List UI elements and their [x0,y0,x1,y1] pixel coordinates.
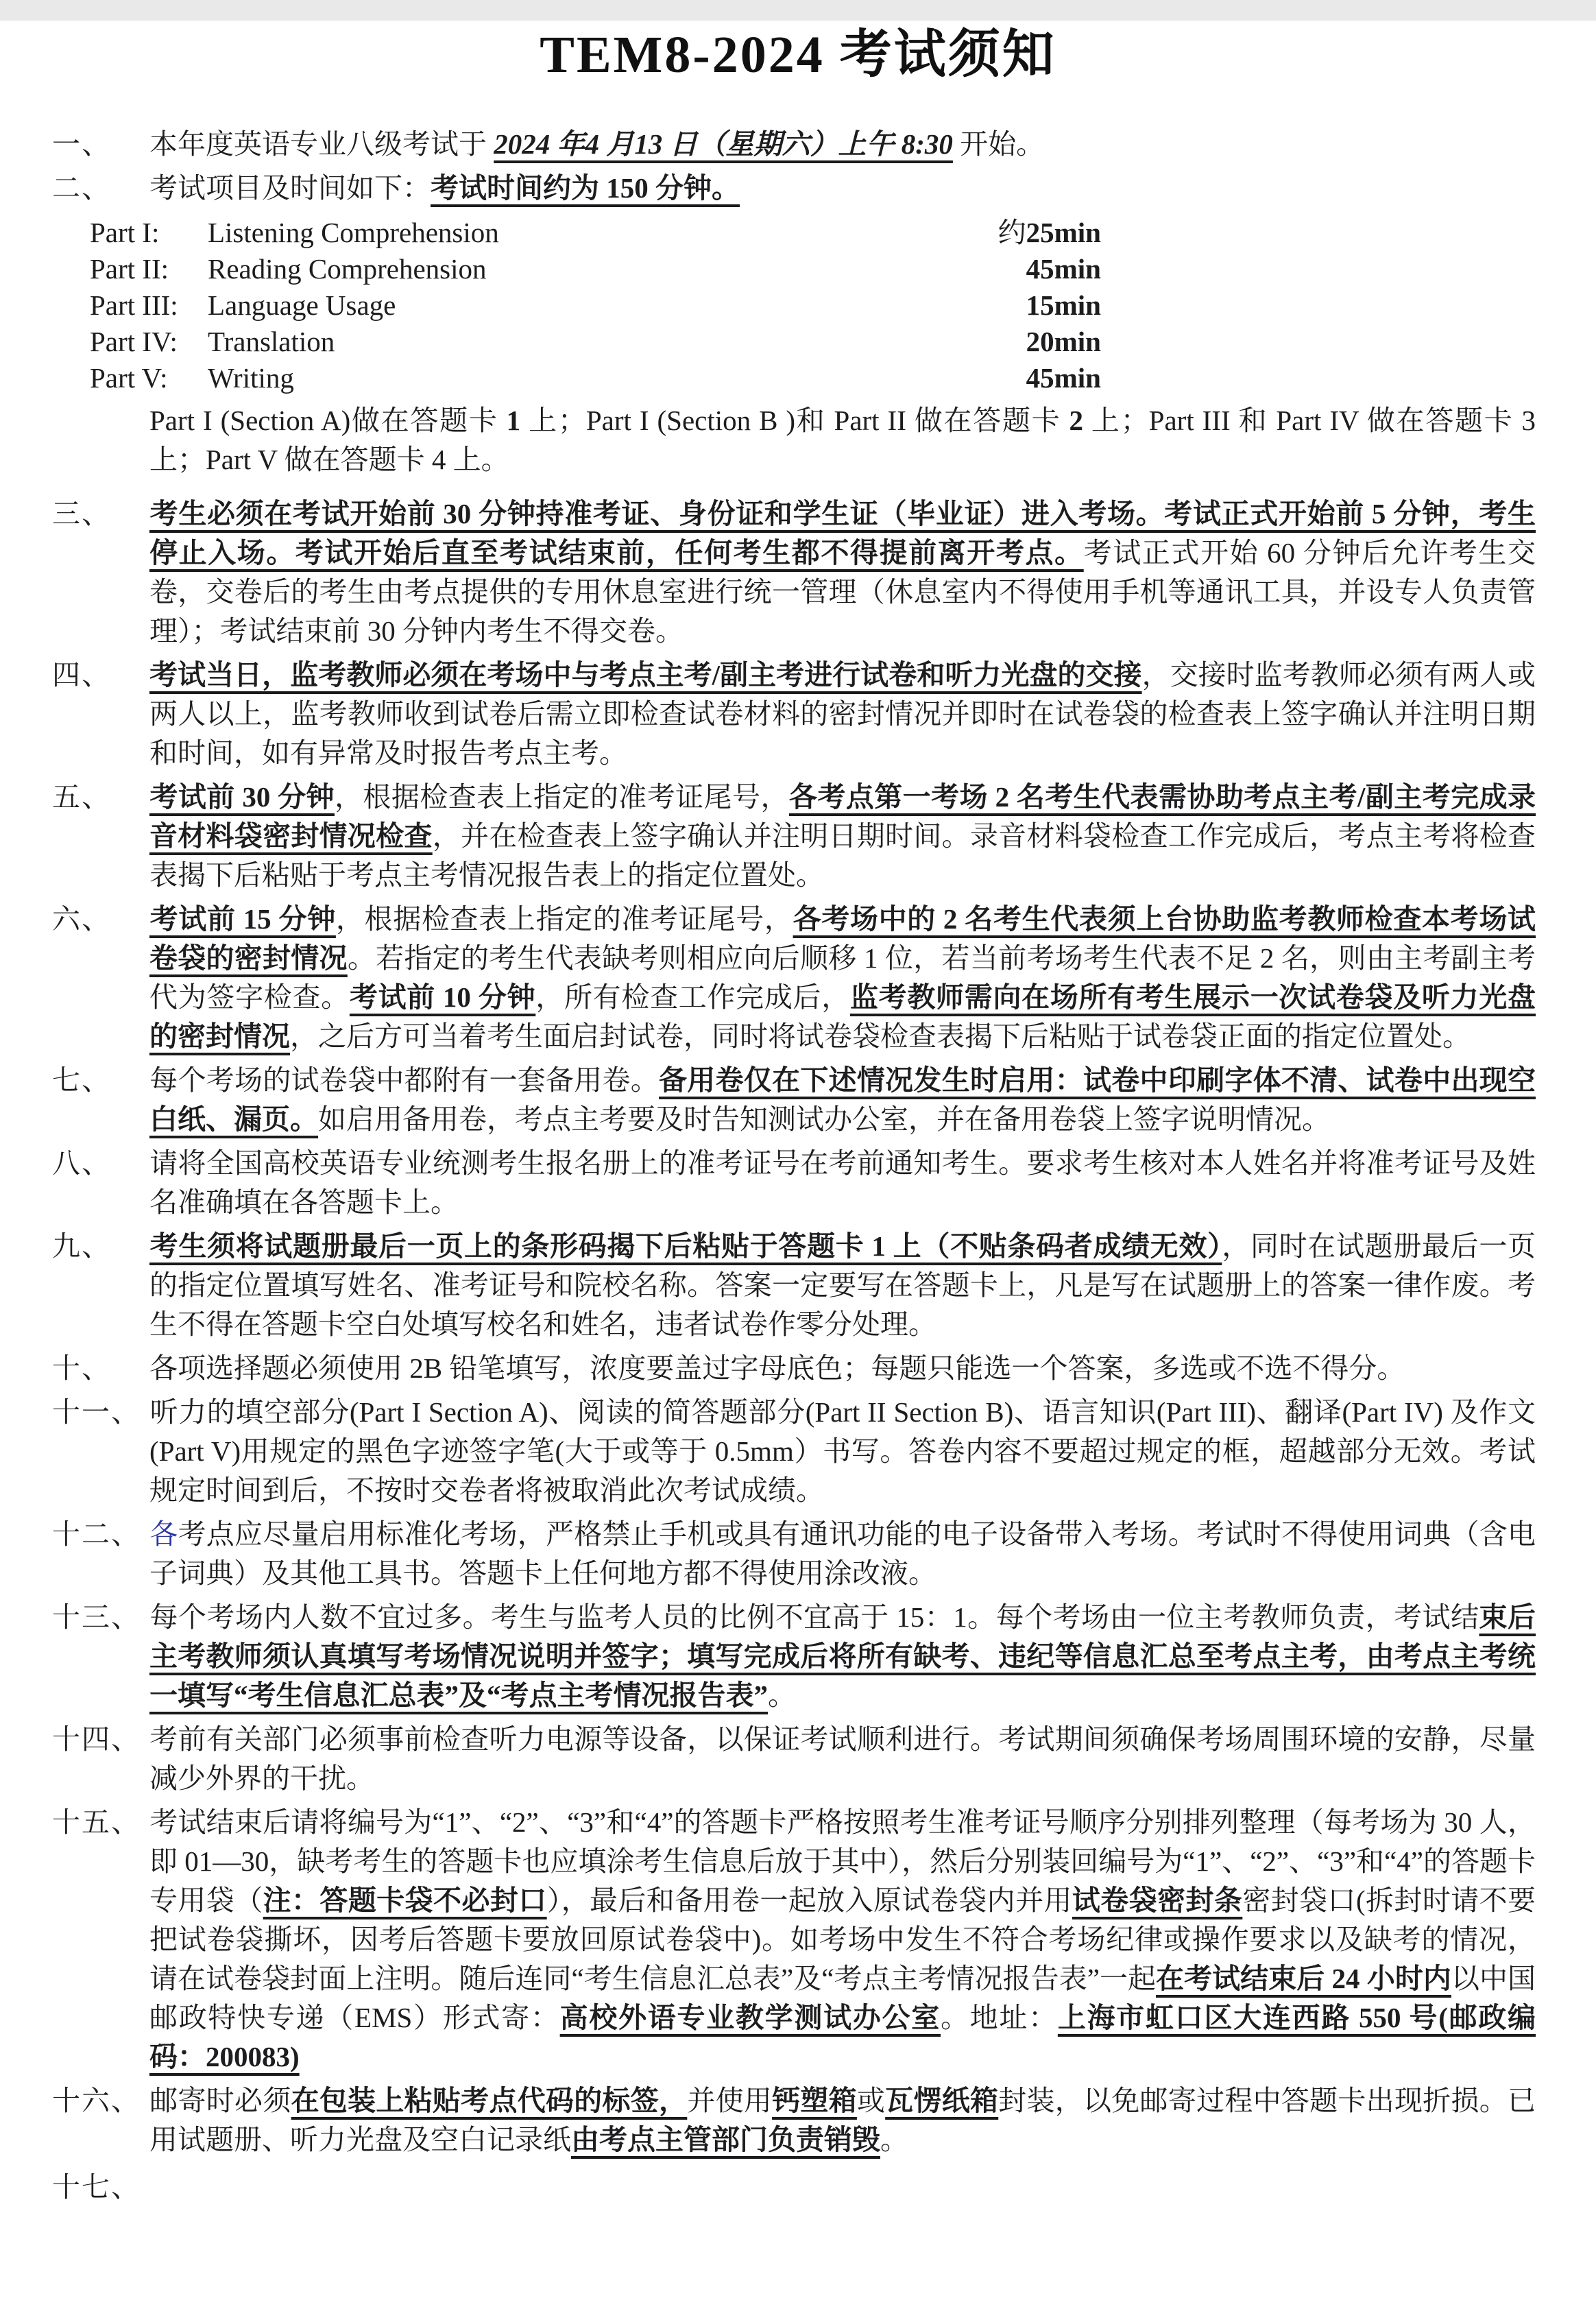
text-segment: 上海市虹口区大连西路 550 号(邮政编码：200083) [149,2002,1536,2072]
text-segment: ，根据检查表上指定的准考证尾号， [335,903,793,935]
text-segment: 考前有关部门必须事前检查听力电源等设备，以保证考试顺利进行。考试期间须确保考场周围环境的安静，尽量减少外界的干扰。 [149,1723,1536,1794]
item-number: 六、 [52,903,111,935]
text-segment: 请将全国高校英语专业统测考生报名册上的准考证号在考前通知考生。要求考生核对本人姓名并将准考证号及姓名准确填在各答题卡上。 [149,1147,1536,1218]
text-segment: 2 [1069,405,1083,436]
item-number: 十五、 [52,1806,141,1838]
notice-item-十七 [52,2168,1536,2203]
text-segment: 封装，以免邮寄过程中答题卡出现折损。已用试题册、听力光盘及空白记录纸 [149,2085,1536,2155]
part-name: Reading Comprehension [208,253,487,285]
text-segment: 听力的填空部分(Part I Section A)、阅读的简答题部分(Part II Section B)、语言知识(Part III)、翻译(Part IV) 及作文(Part V)用规定的黑色字迹签字笔(大于或等于 0.5mm）书写。答卷内容不要超过规定的框，超越部分无效。考试规定时间到后，不按时交卷者将被取消此次考试成绩。 [149,1396,1536,1506]
part-label: Part II: [90,253,169,285]
item-number: 八、 [52,1147,111,1179]
part-label: Part III: [90,289,178,321]
text-segment: 考点应尽量启用标准化考场，严格禁止手机或具有通讯功能的电子设备带入考场。考试时不得使用词典（含电子词典）及其他工具书。答题卡上任何地方都不得使用涂改液。 [149,1518,1536,1589]
text-segment: ，之后方可当着考生面启封试卷，同时将试卷袋检查表揭下后粘贴于试卷袋正面的指定位置处。 [290,1020,1471,1052]
approx-prefix: 约 [998,217,1026,248]
item-number: 十三、 [52,1601,141,1633]
item-number: 十二、 [52,1518,141,1550]
part-label: Part V: [90,362,168,394]
notice-item-七 [52,1061,1536,1139]
part-row [90,215,1536,251]
item-number: 十六、 [52,2085,141,2116]
text-segment: 考试时间约为 150 分钟。 [431,172,740,204]
text-segment: 注：答题卡袋不必封口 [263,1885,547,1916]
text-segment: 由考点主管部门负责销毁 [571,2124,880,2155]
text-segment: 各考点第一考场 2 名考生代表需协助考点主考/副主考完成录音材料袋密封情况检查 [149,781,1536,852]
text-segment: 考试正式开始 60 分钟后允许考生交卷，交卷后的考生由考点提供的专用休息室进行统一管理（休息室内不得使用手机等通讯工具，并设专人负责管理）；考试结束前 30 分钟内考生不得交卷。 [149,537,1536,647]
text-segment: ，同时在试题册最后一页的指定位置填写姓名、准考证号和院校名称。答案一定要写在答题卡上，凡是写在试题册上的答案一律作废。考生不得在答题卡空白处填写校名和姓名，违者试卷作零分处理。 [149,1230,1536,1340]
text-segment: 开始。 [952,128,1045,160]
text-segment: 束后主考教师须认真填写考场情况说明并签字；填写完成后将所有缺考、违纪等信息汇总至考点主考，由考点主考统一填写“考生信息汇总表”及“考点主考情况报告表” [149,1601,1536,1711]
notice-item-五 [52,778,1536,895]
text-segment: 并使用 [687,2085,773,2116]
part-name: Listening Comprehension [208,217,499,248]
notice-item-八 [52,1144,1536,1222]
text-segment: 备用卷仅在下述情况发生时启用：试卷中印刷字体不清、试卷中出现空白纸、漏页。 [149,1064,1536,1135]
notice-item-六 [52,900,1536,1056]
document-page [0,21,1596,2309]
notice-item-十六 [52,2081,1536,2160]
text-segment: 考试前 10 分钟 [349,981,536,1013]
notice-item-二 [52,169,1536,208]
text-segment: ，根据检查表上指定的准考证尾号， [334,781,789,813]
text-segment: 考试前 30 分钟 [149,781,335,813]
document-items [0,125,1596,2203]
item-number: 一、 [52,128,111,160]
part-label: Part I: [90,217,160,248]
text-segment: 。地址： [940,2002,1058,2033]
text-segment: 或 [856,2085,886,2116]
text-segment: ，交接时监考教师必须有两人或两人以上，监考教师收到试卷后需立即检查试卷材料的密封情况并即时在试卷袋的检查表上签字确认并注明日期和时间，如有异常及时报告考点主考。 [149,659,1536,769]
item-number: 三、 [52,498,111,529]
part-row [90,360,1536,396]
text-segment: 各 [149,1518,178,1550]
text-segment: 试卷袋密封条 [1072,1885,1243,1916]
notice-item-三 [52,494,1536,651]
text-segment: ），最后和备用卷一起放入原试卷袋内并用 [546,1885,1072,1916]
part-row [90,251,1536,287]
item-number: 七、 [52,1064,111,1096]
item-number: 十、 [52,1352,111,1384]
text-segment: 2024 年4 月13 日（星期六）上午 8:30 [494,128,953,160]
part-name: Writing [208,362,294,394]
item-number: 十七、 [52,2171,141,2203]
text-segment: 每个考场内人数不宜过多。考生与监考人员的比例不宜高于 15：1。每个考场由一位主考教师负责，考试结 [149,1601,1479,1633]
text-segment: 在考试结束后 24 小时内 [1156,1963,1451,1994]
text-segment: 瓦愣纸箱 [885,2085,999,2116]
part-duration: 45min [1026,253,1101,285]
item-number: 二、 [52,172,111,204]
notice-item-四 [52,656,1536,773]
text-segment: 如启用备用卷，考点主考要及时告知测试办公室，并在备用卷袋上签字说明情况。 [318,1103,1330,1135]
text-segment: 考生必须在考试开始前 30 分钟持准考证、身份证和学生证（毕业证）进入考场。考试正式开始前 5 分钟，考生停止入场。考试开始后直至考试结束前，任何考生都不得提前离开考点。 [149,498,1536,569]
text-segment: 监考教师需向在场所有考生展示一次试卷袋及听力光盘的密封情况 [149,981,1536,1052]
part-name: Language Usage [208,289,396,321]
part-name: Translation [208,326,335,357]
text-segment: 本年度英语专业八级考试于 [149,128,494,160]
text-segment: 邮寄时必须 [149,2085,291,2116]
text-segment: 高校外语专业教学测试办公室 [559,2002,941,2033]
item-number: 九、 [52,1230,111,1262]
text-segment: 每个考场的试卷袋中都附有一套备用卷。 [149,1064,660,1096]
text-segment: 1 [506,405,521,436]
text-segment: ，并在检查表上签字确认并注明日期时间。录音材料袋检查工作完成后，考点主考将检查表揭下后粘贴于考点主考情况报告表上的指定位置处。 [149,820,1536,891]
text-segment: 考试前 15 分钟 [149,903,336,935]
part-duration: 20min [1026,326,1101,357]
text-segment: 密封袋口(拆封时请不要把试卷袋撕坏，因考后答题卡要放回原试卷袋中)。如考场中发生不符合考场纪律或操作要求以及缺考的情况，请在试卷袋封面上注明。随后连同“考生信息汇总表”及“考点主考情况报告表”一起 [149,1885,1536,1994]
item-number: 十一、 [52,1396,141,1428]
notice-item-十四 [52,1720,1536,1798]
item-number: 四、 [52,659,111,691]
text-segment: 考试当日，监考教师必须在考场中与考点主考/副主考进行试卷和听力光盘的交接 [149,659,1142,691]
part-row [90,287,1536,324]
part-duration: 15min [1026,289,1101,321]
text-segment: 。 [768,1679,796,1711]
text-segment: 。 [880,2124,908,2155]
text-segment: 上；Part I (Section B )和 Part II 做在答题卡 [520,405,1069,436]
text-segment: 考生须将试题册最后一页上的条形码揭下后粘贴于答题卡 1 上（不贴条码者成绩无效） [149,1230,1222,1262]
item-number: 五、 [52,781,111,813]
page-title: TEM8-2024 考试须知 [540,26,1056,84]
notice-item-十三 [52,1598,1536,1715]
item-number: 十四、 [52,1723,141,1755]
notice-item-十五 [52,1803,1536,2077]
notice-item-十一 [52,1393,1536,1510]
part-duration: 45min [1026,362,1101,394]
text-segment: 上；Part III 和 Part IV 做在答题卡 3 上；Part V 做在答题卡 4 上。 [149,405,1536,475]
part-duration: 约25min [998,217,1101,248]
notice-item-note-2 [52,401,1536,479]
notice-item-一 [52,125,1536,164]
text-segment: 考试项目及时间如下： [149,172,431,204]
parts-table [90,215,1536,396]
text-segment: 各考场中的 2 名考生代表须上台协助监考教师检查本考场试卷袋的密封情况 [149,903,1536,974]
notice-item-十二 [52,1515,1536,1593]
part-label: Part IV: [90,326,178,357]
part-row [90,324,1536,360]
notice-item-十 [52,1349,1536,1388]
text-segment: 以中国邮政特快专递（EMS）形式寄： [149,1963,1536,2033]
text-segment: 各项选择题必须使用 2B 铅笔填写，浓度要盖过字母底色；每题只能选一个答案，多选或不选不得分。 [149,1352,1405,1384]
text-segment: 考试结束后请将编号为“1”、“2”、“3”和“4”的答题卡严格按照考生准考证号顺序分别排列整理（每考场为 30 人，即 01—30，缺考考生的答题卡也应填涂考生信息后放于其中），然后分别装回编号为“1”、“2”、“3”和“4”的答题卡专用袋（ [149,1806,1536,1916]
notice-item-九 [52,1227,1536,1344]
text-segment: 。若指定的考生代表缺考则相应向后顺移 1 位，若当前考场考生代表不足 2 名，则由主考副主考代为签字检查。 [149,942,1536,1013]
text-segment: 在包装上粘贴考点代码的标签， [291,2085,688,2116]
text-segment: ，所有检查工作完成后， [535,981,850,1013]
text-segment: 钙塑箱 [772,2085,857,2116]
text-segment: Part I (Section A)做在答题卡 [149,405,507,436]
